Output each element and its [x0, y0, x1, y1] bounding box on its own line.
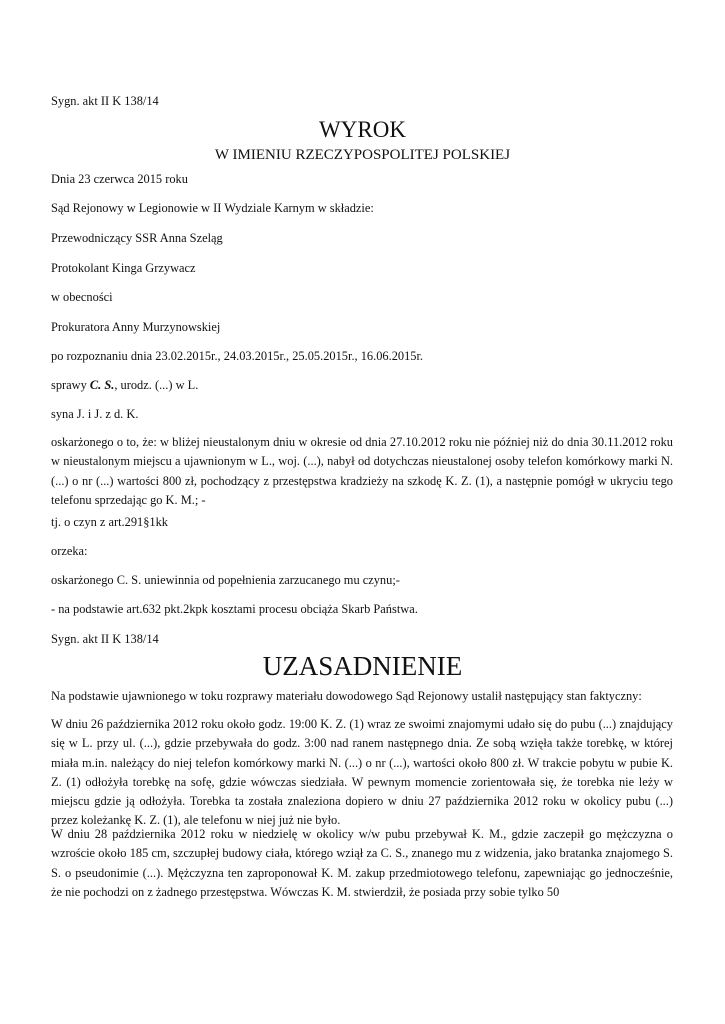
justification-title: UZASADNIENIE [262, 651, 463, 681]
justification-intro: Na podstawie ujawnionego w toku rozprawy materiału dowodowego Sąd Rejonowy ustalił następujący stan faktyczny: [51, 689, 642, 703]
hearing-dates: po rozpoznaniu dnia 23.02.2015r., 24.03.2015r., 25.05.2015r., 16.06.2015r. [51, 349, 424, 363]
charge-paragraph: oskarżonego o to, że: w bliżej nieustalonym dniu w okresie od dnia 27.10.2012 roku nie później niż do dnia 30.11.2012 roku w nieustalonym miejscu a ujawnionym w L., woj. (...), nabył od dotychczas nieustalonej osoby telefon komórkowy marki N. (...) o nr (...) wartości 800 zł, pochodzący z przestępstwa kradzieży na szkodę K. Z. (1), a następnie pomógł w ukryciu tego telefonu sprzedając go K. M.; - [51, 435, 673, 507]
facts-paragraph-1: W dniu 26 października 2012 roku około godz. 19:00 K. Z. (1) wraz ze swoimi znajomymi udało się do pubu (...) znajdujący się w L. przy ul. (...), gdzie przebywała do godz. 3:00 nad ranem następnego dnia. Ze sobą wzięła także torebkę, w której miała m.in. należący do niej telefon komórkowy marki N. (...) o nr (...), wartości około 800 zł. W trakcie pobytu w pubie K. Z. (1) odłożyła torebkę na sofę, gdzie wówczas siedziała. W pewnym momencie zorientowała się, że torebka nie leży w miejscu gdzie ją odłożyła. Torebka ta została znaleziona dopiero w dniu 27 października 2012 roku w okolicy pubu (...) przez koleżankę K. Z. (1), ale telefonu w niej już nie było. [51, 717, 673, 828]
court-clerk: Protokolant Kinga Grzywacz [51, 261, 196, 275]
case-suffix: , urodz. (...) w L. [114, 378, 199, 392]
case-prefix: sprawy [51, 378, 90, 392]
acquittal-statement: oskarżonego C. S. uniewinnia od popełnienia zarzucanego mu czynu;- [51, 573, 400, 587]
presence-label: w obecności [51, 290, 113, 304]
rules-label: orzeka: [51, 544, 88, 558]
verdict-date: Dnia 23 czerwca 2015 roku [51, 172, 188, 186]
court-composition: Sąd Rejonowy w Legionowie w II Wydziale Karnym w składzie: [51, 201, 374, 215]
document-subtitle: W IMIENIU RZECZYPOSPOLITEJ POLSKIEJ [214, 147, 511, 163]
legal-basis: tj. o czyn z art.291§1kk [51, 515, 168, 529]
defendant-parents: syna J. i J. z d. K. [51, 407, 139, 421]
presiding-judge: Przewodniczący SSR Anna Szeląg [51, 231, 223, 245]
justification-signature: Sygn. akt II K 138/14 [51, 632, 159, 646]
case-line [51, 376, 198, 395]
costs-statement: - na podstawie art.632 pkt.2kpk kosztami procesu obciąża Skarb Państwa. [51, 602, 418, 616]
defendant-name: C. S. [89, 378, 115, 392]
case-signature: Sygn. akt II K 138/14 [51, 94, 159, 108]
prosecutor: Prokuratora Anny Murzynowskiej [51, 320, 221, 334]
facts-paragraph-2: W dniu 28 października 2012 roku w niedzielę w okolicy w/w pubu przebywał K. M., gdzie zaczepił go mężczyzna o wzroście około 185 cm, szczupłej budowy ciała, którego wziął za C. S., znanego mu z widzenia, jako bratanka znajomego S. S. o pseudonimie (...). Mężczyzna ten zaproponował K. M. zakup przedmiotowego telefonu, zapewniając go jednocześnie, że nie pochodzi on z żadnego przestępstwa. Wówczas K. M. stwierdził, że posiada przy sobie tylko 50 [51, 827, 673, 899]
document-title: WYROK [319, 117, 406, 142]
